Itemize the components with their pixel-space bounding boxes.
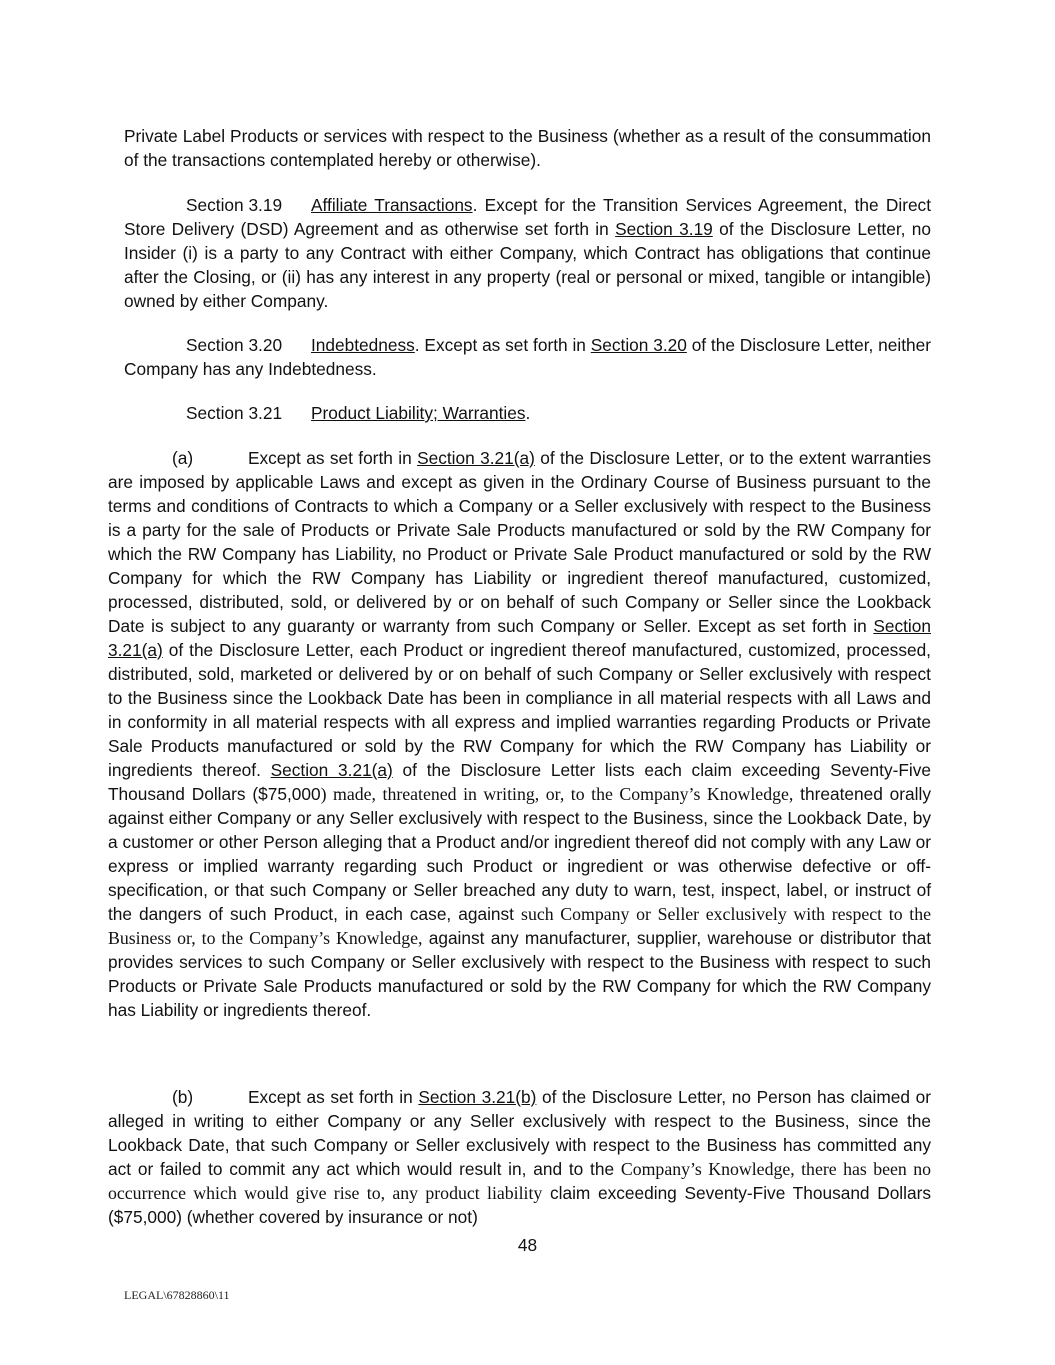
heading-period: . xyxy=(525,403,531,423)
section-3-19-paragraph xyxy=(124,193,931,313)
paragraph-text: of the Disclosure Letter, or to the extent warranties are imposed by applicable Laws and except as given in the Ordinary Course of Business pursuant to the terms and conditions of Contracts to which a Company or a Seller exclusively with respect to the Business is a party for the sale of Products or Private Sale Products manufactured or sold by the RW Company for which the RW Company has Liability, no Product or Private Sale Product manufactured or sold by the RW Company for which the RW Company has Liability or ingredient thereof manufactured, customized, processed, distributed, sold, or delivered by or on behalf of such Company or Seller since the Lookback Date is subject to any guaranty or warranty from such Company or Seller. Except as set forth in xyxy=(108,448,931,636)
section-3-20-paragraph xyxy=(124,333,931,381)
section-heading: Affiliate Transactions xyxy=(311,195,473,215)
paragraph-text: of the Disclosure Letter, no Person has claimed or alleged in writing to either Company or any Seller exclusively with respect to the Business, since the Lookback Date, that such Company or Seller exclusively with respect to the Business has committed any act or failed to commit any act which would result in, and to the xyxy=(108,1087,932,1179)
paragraph-text: . Except for the Transition Services Agreement, the Direct Store Delivery (DSD) Agreement and as otherwise set forth in xyxy=(124,195,931,239)
paragraph-text: of the Disclosure Letter, each Product or ingredient thereof manufactured, customized, processed, distributed, sold, marketed or delivered by or on behalf of such Company or Seller exclusively with respect to the Business since the Lookback Date has been in compliance in all material respects with all Laws and in conformity in all material respects with all express and implied warranties regarding Products or Private Sale Products manufactured or sold by the RW Company for which the RW Company has Liability or ingredients thereof. xyxy=(108,640,931,780)
section-3-21-b-paragraph xyxy=(108,1085,931,1229)
section-3-21-a-paragraph xyxy=(108,446,931,1022)
item-label: (b) xyxy=(172,1087,194,1107)
paragraph-text: claim exceeding Seventy-Five Thousand Dollars ($75,000) (whether covered by insurance or not) xyxy=(108,1183,931,1227)
section-number: Section 3.19 xyxy=(186,195,283,215)
cross-reference: Section 3.21(a) xyxy=(108,616,931,660)
item-label: (a) xyxy=(172,448,194,468)
cross-reference: Section 3.20 xyxy=(590,335,687,355)
cross-reference: Section 3.21(a) xyxy=(417,448,535,468)
paragraph-text: of the Disclosure Letter, no Insider (i) is a party to any Contract with either Company, which Contract has obligations that continue after the Closing, or (ii) has any interest in any property (real or personal or mixed, tangible or intangible) owned by either Company. xyxy=(124,219,932,311)
cross-reference: Section 3.21(a) xyxy=(270,760,393,780)
paragraph-text: Except as set forth in xyxy=(248,1087,419,1107)
paragraph-continuation xyxy=(124,124,931,172)
page-number: 48 xyxy=(517,1235,538,1255)
section-heading: Product Liability; Warranties xyxy=(311,403,526,423)
paragraph-text: of the Disclosure Letter, neither Company has any Indebtedness. xyxy=(124,335,931,379)
paragraph-text: against any manufacturer, supplier, warehouse or distributor that provides services to such Company or Seller exclusively with respect to the Business with respect to such Products or Private Sale Products manufactured or sold by the RW Company for which the RW Company has Liability or ingredients thereof. xyxy=(108,928,931,1020)
section-number: Section 3.21 xyxy=(186,403,283,423)
paragraph-text: Private Label Products or services with respect to the Business (whether as a result of the consummation of the transactions contemplated hereby or otherwise). xyxy=(124,126,931,170)
cross-reference: Section 3.21(b) xyxy=(418,1087,537,1107)
section-number: Section 3.20 xyxy=(186,335,283,355)
section-heading: Indebtedness xyxy=(311,335,415,355)
document-footer-ref: LEGAL\67828860\11 xyxy=(124,1288,230,1302)
paragraph-text: of the Disclosure Letter lists each claim exceeding Seventy-Five Thousand Dollars ($75,000 xyxy=(108,760,932,804)
cross-reference: Section 3.19 xyxy=(615,219,713,239)
paragraph-text: . Except as set forth in xyxy=(414,335,591,355)
paragraph-text: Company’s Knowledge, there has been no occurrence which would give rise to, any product liability xyxy=(108,1159,931,1203)
section-3-21-heading-paragraph xyxy=(124,401,931,425)
paragraph-text: such Company or Seller exclusively with respect to the Business or, to the Company’s Knowledge, xyxy=(108,904,931,948)
paragraph-text: threatened orally against either Company or any Seller exclusively with respect to the Business, since the Lookback Date, by a customer or other Person alleging that a Product and/or ingredient thereof did not comply with any Law or express or implied warranty regarding such Product or ingredient or was otherwise defective or off-specification, or that such Company or Seller breached any duty to warn, test, inspect, label, or instruct of the dangers of such Product, in each case, against xyxy=(108,784,931,924)
paragraph-text: ) made, threatened in writing, or, to the Company’s Knowledge, xyxy=(320,784,794,804)
paragraph-text: Except as set forth in xyxy=(248,448,418,468)
